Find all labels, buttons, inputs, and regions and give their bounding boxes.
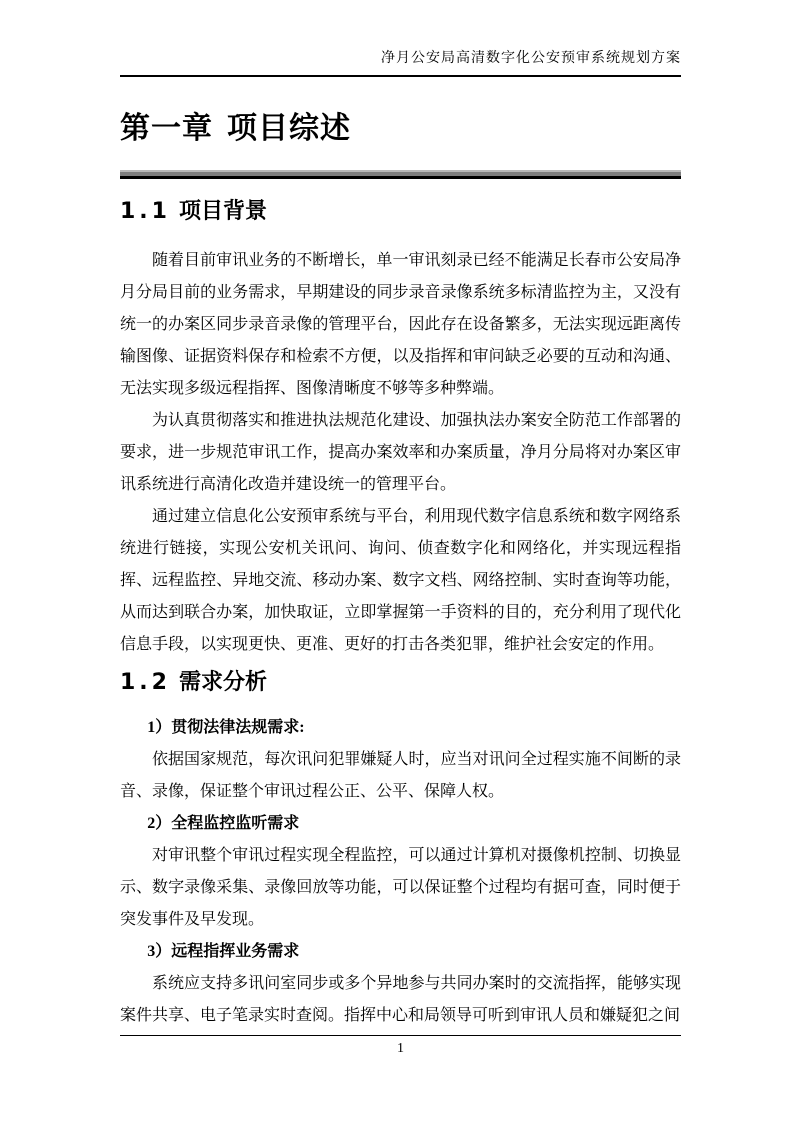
chapter-title xyxy=(120,110,681,147)
page-content xyxy=(120,0,681,1032)
chapter-number: 第一章 xyxy=(120,111,213,146)
requirement-item-paragraph: 系统应支持多讯问室同步或多个异地参与共同办案时的交流指挥，能够实现案件共享、电子笔录实时查阅。指挥中心和局领导可听到审讯人员和嫌疑犯之间 xyxy=(120,975,681,1024)
divider-strip-dark xyxy=(120,176,681,179)
requirement-item-heading: 1）贯彻法律法规需求: xyxy=(147,719,305,736)
page-number: 1 xyxy=(397,1041,404,1056)
requirement-item-heading: 2）全程监控监听需求 xyxy=(147,815,300,832)
section-1-1-title: 项目背景 xyxy=(178,199,267,224)
chapter-title-text: 项目综述 xyxy=(227,111,351,146)
section-heading-1-1 xyxy=(120,198,681,225)
body-paragraph: 为认真贯彻落实和推进执法规范化建设、加强执法办案安全防范工作部署的要求，进一步规范审讯工作，提高办案效率和办案质量，净月分局将对办案区审讯系统进行高清化改造并建设统一的管理平台。 xyxy=(120,412,681,493)
section-1-2-title: 需求分析 xyxy=(178,670,267,695)
running-header-title: 净月公安局高清数字化公安预审系统规划方案 xyxy=(381,51,681,66)
running-header xyxy=(120,0,681,77)
chapter-divider-bar xyxy=(120,170,681,179)
body-paragraph: 随着目前审讯业务的不断增长，单一审讯刻录已经不能满足长春市公安局净月分局目前的业务需求，早期建设的同步录音录像系统多标清监控为主，又没有统一的办案区同步录音录像的管理平台，因此存在设备繁多，无法实现远距离传输图像、证据资料保存和检索不方便，以及指挥和审问缺乏必要的互动和沟通、无法实现多级远程指挥、图像清晰度不够等多种弊端。 xyxy=(120,252,681,397)
requirement-item-paragraph: 对审讯整个审讯过程实现全程监控，可以通过计算机对摄像机控制、切换显示、数字录像采集、录像回放等功能，可以保证整个过程均有据可查，同时便于突发事件及早发现。 xyxy=(120,847,681,928)
requirement-item-heading: 3）远程指挥业务需求 xyxy=(147,943,300,960)
body-paragraph: 通过建立信息化公安预审系统与平台，利用现代数字信息系统和数字网络系统进行链接，实现公安机关讯问、询问、侦查数字化和网络化，并实现远程指挥、远程监控、异地交流、移动办案、数字文档、网络控制、实时查询等功能，从而达到联合办案，加快取证，立即掌握第一手资料的目的，充分利用了现代化信息手段，以实现更快、更准、更好的打击各类犯罪，维护社会安定的作用。 xyxy=(120,508,681,653)
section-heading-1-2 xyxy=(120,669,681,696)
page-footer xyxy=(120,1035,681,1058)
section-1-1-number: 1.1 xyxy=(120,199,171,224)
requirement-item-paragraph: 依据国家规范，每次讯问犯罪嫌疑人时，应当对讯问全过程实施不间断的录音、录像，保证整个审讯过程公正、公平、保障人权。 xyxy=(120,751,681,800)
section-1-2-number: 1.2 xyxy=(120,670,171,695)
